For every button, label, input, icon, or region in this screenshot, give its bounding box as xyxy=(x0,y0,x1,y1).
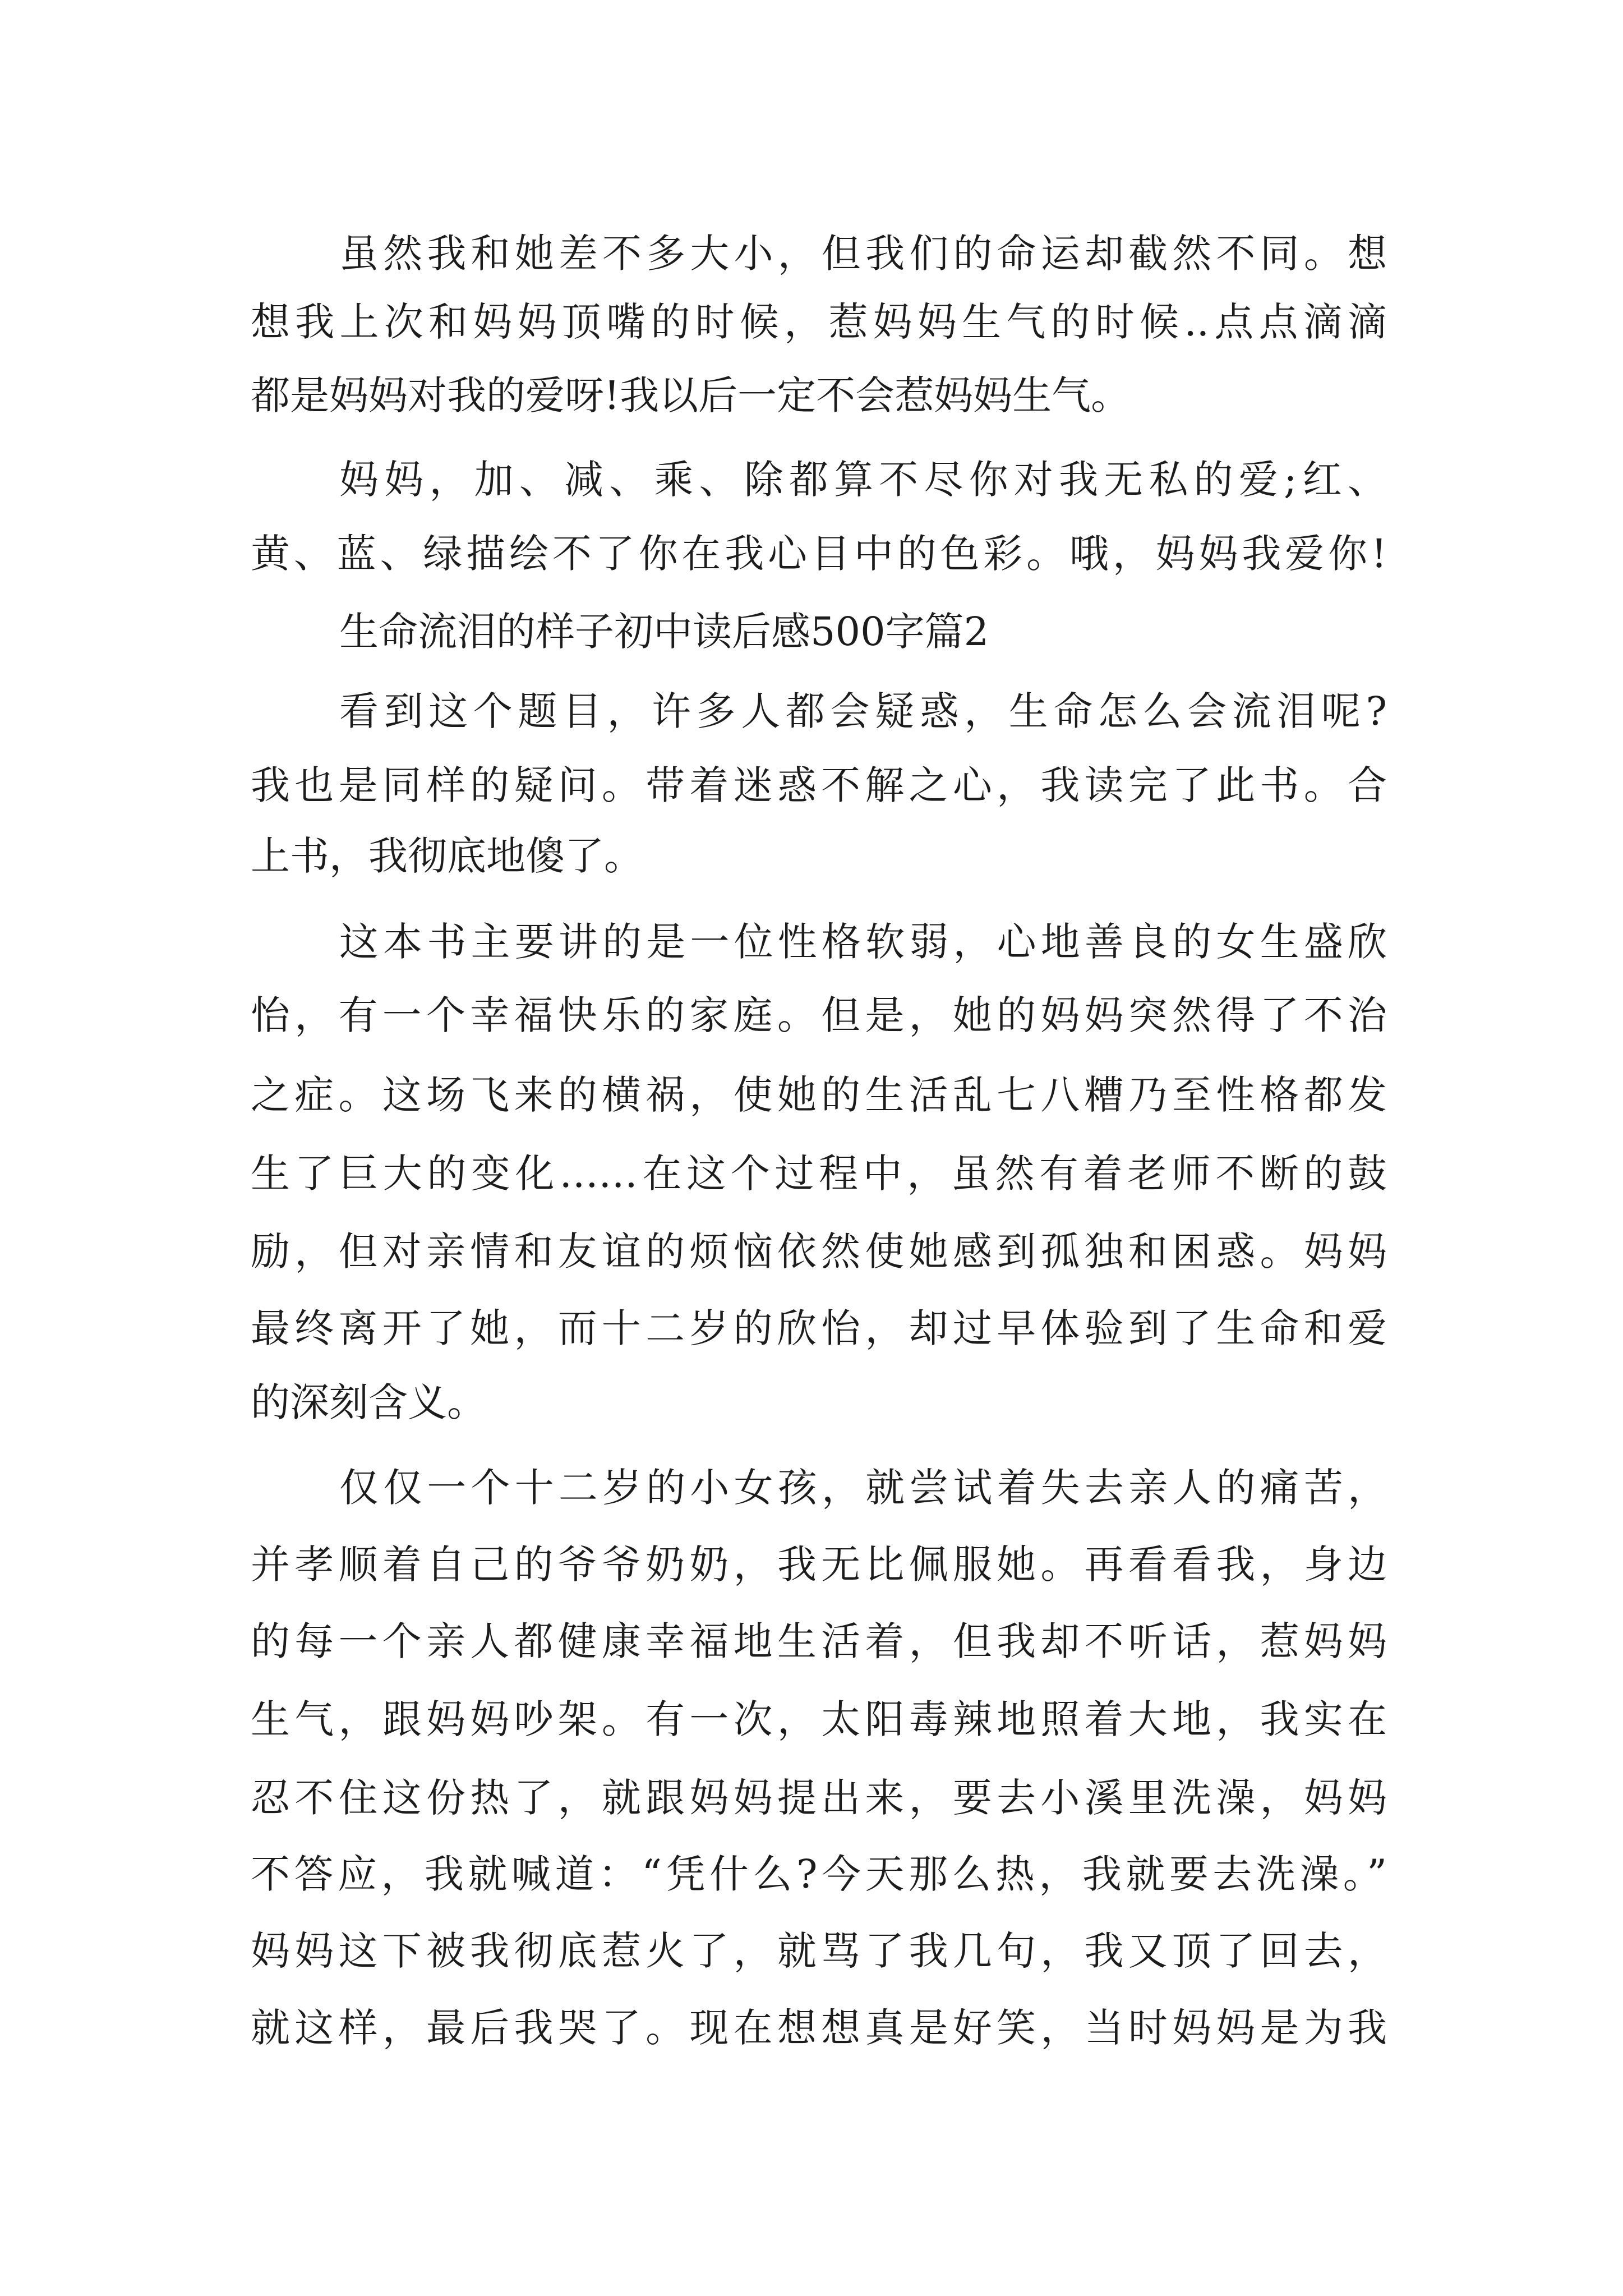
paragraph-5-line-8: 就这样，最后我哭了。现在想想真是好笑，当时妈妈是为我 xyxy=(251,2005,1387,2051)
paragraph-3-line-3: 上书，我彻底地傻了。 xyxy=(251,833,643,879)
paragraph-4-line-3: 之症。这场飞来的横祸，使她的生活乱七八糟乃至性格都发 xyxy=(251,1072,1387,1118)
paragraph-4-line-5: 励，但对亲情和友谊的烦恼依然使她感到孤独和困惑。妈妈 xyxy=(251,1228,1387,1274)
paragraph-1-line-3: 都是妈妈对我的爱呀!我以后一定不会惹妈妈生气。 xyxy=(251,372,1131,418)
paragraph-5-line-4: 生气，跟妈妈吵架。有一次，太阳毒辣地照着大地，我实在 xyxy=(251,1696,1387,1742)
paragraph-4-line-1: 这本书主要讲的是一位性格软弱，心地善良的女生盛欣 xyxy=(339,919,1387,965)
paragraph-2-line-1: 妈妈，加、减、乘、除都算不尽你对我无私的爱;红、 xyxy=(339,457,1387,503)
paragraph-3-line-2: 我也是同样的疑问。带着迷惑不解之心，我读完了此书。合 xyxy=(251,762,1387,808)
paragraph-5-line-7: 妈妈这下被我彻底惹火了，就骂了我几句，我又顶了回去， xyxy=(251,1928,1387,1974)
paragraph-4-line-6: 最终离开了她，而十二岁的欣怡，却过早体验到了生命和爱 xyxy=(251,1305,1387,1351)
paragraph-4-line-4: 生了巨大的变化……在这个过程中，虽然有着老师不断的鼓 xyxy=(251,1151,1387,1197)
paragraph-1-line-1: 虽然我和她差不多大小，但我们的命运却截然不同。想 xyxy=(339,231,1387,277)
section-heading: 生命流泪的样子初中读后感500字篇2 xyxy=(339,609,989,655)
paragraph-5-line-1: 仅仅一个十二岁的小女孩，就尝试着失去亲人的痛苦， xyxy=(339,1465,1387,1511)
paragraph-3-line-1: 看到这个题目，许多人都会疑惑，生命怎么会流泪呢? xyxy=(339,688,1387,734)
paragraph-1-line-2: 想我上次和妈妈顶嘴的时候，惹妈妈生气的时候..点点滴滴 xyxy=(251,299,1387,345)
paragraph-2-line-2: 黄、蓝、绿描绘不了你在我心目中的色彩。哦，妈妈我爱你! xyxy=(251,531,1387,577)
paragraph-5-line-3: 的每一个亲人都健康幸福地生活着，但我却不听话，惹妈妈 xyxy=(251,1618,1387,1664)
paragraph-5-line-5: 忍不住这份热了，就跟妈妈提出来，要去小溪里洗澡，妈妈 xyxy=(251,1775,1387,1821)
paragraph-4-line-2: 怡，有一个幸福快乐的家庭。但是，她的妈妈突然得了不治 xyxy=(251,992,1387,1038)
paragraph-5-line-6: 不答应，我就喊道：“凭什么?今天那么热，我就要去洗澡。” xyxy=(251,1851,1387,1897)
paragraph-5-line-2: 并孝顺着自己的爷爷奶奶，我无比佩服她。再看看我，身边 xyxy=(251,1542,1387,1588)
paragraph-4-line-7: 的深刻含义。 xyxy=(251,1379,486,1425)
